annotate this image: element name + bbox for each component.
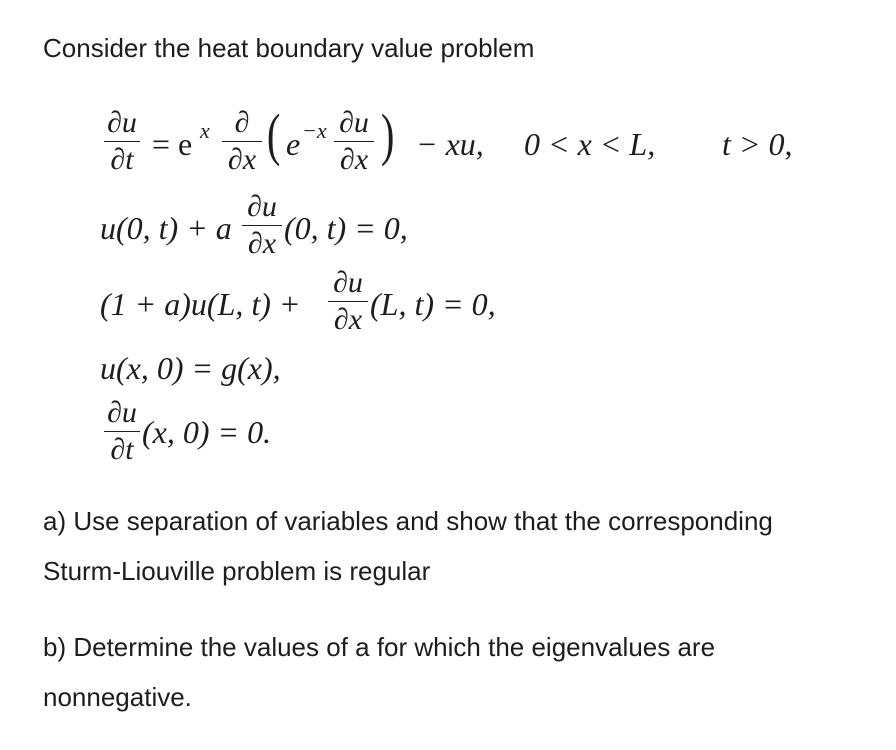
bc1-numerator: ∂u — [247, 190, 277, 223]
bc2-after: (L, t) = 0, — [370, 286, 496, 322]
pde-inner-exp-power: −x — [302, 118, 327, 143]
pde-operator-numerator: ∂ — [234, 106, 250, 139]
part-a-line-1: a) Use separation of variables and show that the corresponding — [43, 506, 773, 536]
ic2-denominator: ∂t — [110, 433, 134, 466]
fraction-bar — [334, 141, 374, 142]
bc2-denominator: ∂x — [333, 303, 363, 336]
ic1-text: u(x, 0) = g(x), — [100, 350, 281, 386]
fraction-bar — [328, 301, 368, 302]
pde-exp-x: x — [200, 118, 210, 143]
part-b-question — [43, 622, 863, 722]
bc1-denominator: ∂x — [247, 227, 277, 260]
bc1-fraction — [242, 192, 282, 259]
bc2-before: (1 + a)u(L, t) + — [100, 286, 301, 322]
pde-inner-fraction — [334, 108, 374, 175]
part-b-line-1: b) Determine the values of a for which the eigenvalues are — [43, 632, 716, 662]
pde-inner-exp: e — [286, 126, 301, 162]
pde-tail: − xu, — [416, 126, 484, 162]
ic2-numerator: ∂u — [107, 396, 137, 429]
pde-lhs-numerator: ∂u — [107, 106, 137, 139]
bc1-after: (0, t) = 0, — [284, 210, 408, 246]
ic2-fraction — [104, 398, 140, 465]
pde-equals-exp: = e — [152, 126, 193, 162]
pde-paren-open: ( — [266, 102, 281, 167]
bc2-fraction — [328, 268, 368, 335]
pde-paren-close: ) — [380, 102, 395, 167]
fraction-bar — [242, 225, 282, 226]
pde-inner-denominator: ∂x — [339, 143, 369, 176]
pde-lhs-denominator: ∂t — [110, 143, 134, 176]
pde-inner-numerator: ∂u — [339, 106, 369, 139]
bc1-before: u(0, t) + a — [100, 210, 232, 246]
fraction-bar — [222, 141, 262, 142]
fraction-bar — [104, 431, 140, 432]
intro-text: Consider the heat boundary value problem — [43, 33, 535, 63]
pde-lhs-fraction — [104, 108, 140, 175]
part-a-question — [43, 496, 863, 596]
bc2-numerator: ∂u — [333, 266, 363, 299]
pde-derivative-operator — [222, 108, 262, 175]
part-a-line-2: Sturm-Liouville problem is regular — [43, 556, 431, 586]
ic2-after: (x, 0) = 0. — [142, 414, 272, 450]
pde-operator-denominator: ∂x — [227, 143, 257, 176]
pde-domain-t: t > 0, — [722, 126, 793, 162]
part-b-line-2: nonnegative. — [43, 682, 192, 712]
pde-domain-x: 0 < x < L, — [524, 126, 656, 162]
fraction-bar — [104, 141, 140, 142]
